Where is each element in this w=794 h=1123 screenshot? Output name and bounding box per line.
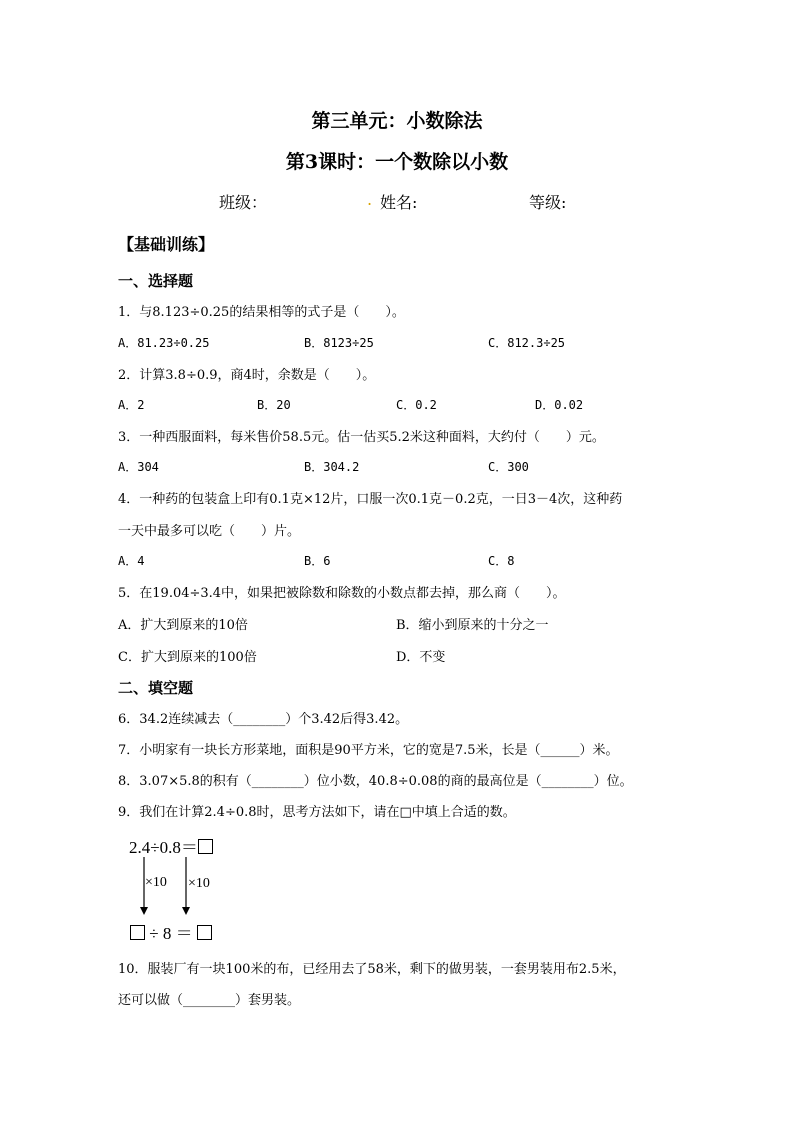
decorative-dot: . xyxy=(367,190,373,209)
q4-option-c: C．8 xyxy=(488,554,515,568)
q1-option-b: B．8123÷25 xyxy=(304,336,374,350)
question-10-line1: 10．服装厂有一块100米的布，已经用去了58米，剩下的做男装，一套男装用布2.5米， xyxy=(118,962,626,977)
top-expression: 2.4÷0.8＝ xyxy=(129,838,198,857)
q9-figure xyxy=(120,830,260,943)
q4-option-a: A．4 xyxy=(118,554,145,568)
q1-option-a: A．81.23÷0.25 xyxy=(118,336,210,350)
question-3: 3．一种西服面料，每米售价58.5元。估一估买5.2米这种面料，大约付（ ）元。 xyxy=(118,430,605,445)
q5-option-d: D．不变 xyxy=(396,650,446,665)
q3-option-c: C．300 xyxy=(488,460,529,474)
answer-box-right xyxy=(197,925,212,940)
name-label: 姓名: xyxy=(380,193,418,212)
question-5: 5．在19.04÷3.4中，如果把被除数和除数的小数点都去掉，那么商（ ）。 xyxy=(118,586,566,601)
question-7: 7．小明家有一块长方形菜地，面积是90平方米，它的宽是7.5米，长是（______）米。 xyxy=(118,743,619,758)
q2-option-a: A．2 xyxy=(118,398,145,412)
q2-option-d: D．0.02 xyxy=(535,398,584,412)
q2-option-b: B．20 xyxy=(257,398,291,412)
grade-label: 等级: xyxy=(529,193,567,212)
multiplier-label-2: ×10 xyxy=(188,876,210,891)
q5-option-a: A．扩大到原来的10倍 xyxy=(118,618,248,633)
q3-option-b: B．304.2 xyxy=(304,460,360,474)
question-6: 6．34.2连续减去（________）个3.42后得3.42。 xyxy=(118,712,409,727)
part2-heading: 二、填空题 xyxy=(118,679,194,697)
figure-bottom-row xyxy=(130,919,212,944)
q1-option-c: C．812.3÷25 xyxy=(488,336,566,350)
answer-box-left xyxy=(130,925,145,940)
question-8: 8．3.07×5.8的积有（________）位小数，40.8÷0.08的商的最高位是（________）位。 xyxy=(118,774,633,789)
answer-box-top xyxy=(198,839,213,854)
question-10-line2: 还可以做（________）套男装。 xyxy=(118,993,301,1008)
q3-option-a: A．304 xyxy=(118,460,159,474)
question-1: 1．与8.123÷0.25的结果相等的式子是（ ）。 xyxy=(118,305,405,320)
section-basic-training: 【基础训练】 xyxy=(118,235,215,254)
bottom-expression: ÷ 8 ＝ xyxy=(149,924,193,943)
question-9: 9．我们在计算2.4÷0.8时，思考方法如下，请在□中填上合适的数。 xyxy=(118,805,516,820)
unit-title: 第三单元：小数除法 xyxy=(311,110,483,132)
question-4-line1: 4．一种药的包装盒上印有0.1克×12片，口服一次0.1克－0.2克，一日3－4次，这种药 xyxy=(118,492,623,507)
question-4-line2: 一天中最多可以吃（ ）片。 xyxy=(118,524,301,539)
q5-option-c: C．扩大到原来的100倍 xyxy=(118,650,257,665)
q2-option-c: C．0.2 xyxy=(396,398,437,412)
question-2: 2．计算3.8÷0.9，商4时，余数是（ ）。 xyxy=(118,368,376,383)
multiplier-label-1: ×10 xyxy=(145,875,167,890)
part1-heading: 一、选择题 xyxy=(118,272,194,290)
class-label: 班级： xyxy=(219,193,268,212)
lesson-title: 第3课时：一个数除以小数 xyxy=(285,151,509,173)
q5-option-b: B．缩小到原来的十分之一 xyxy=(396,618,549,633)
q4-option-b: B．6 xyxy=(304,554,331,568)
